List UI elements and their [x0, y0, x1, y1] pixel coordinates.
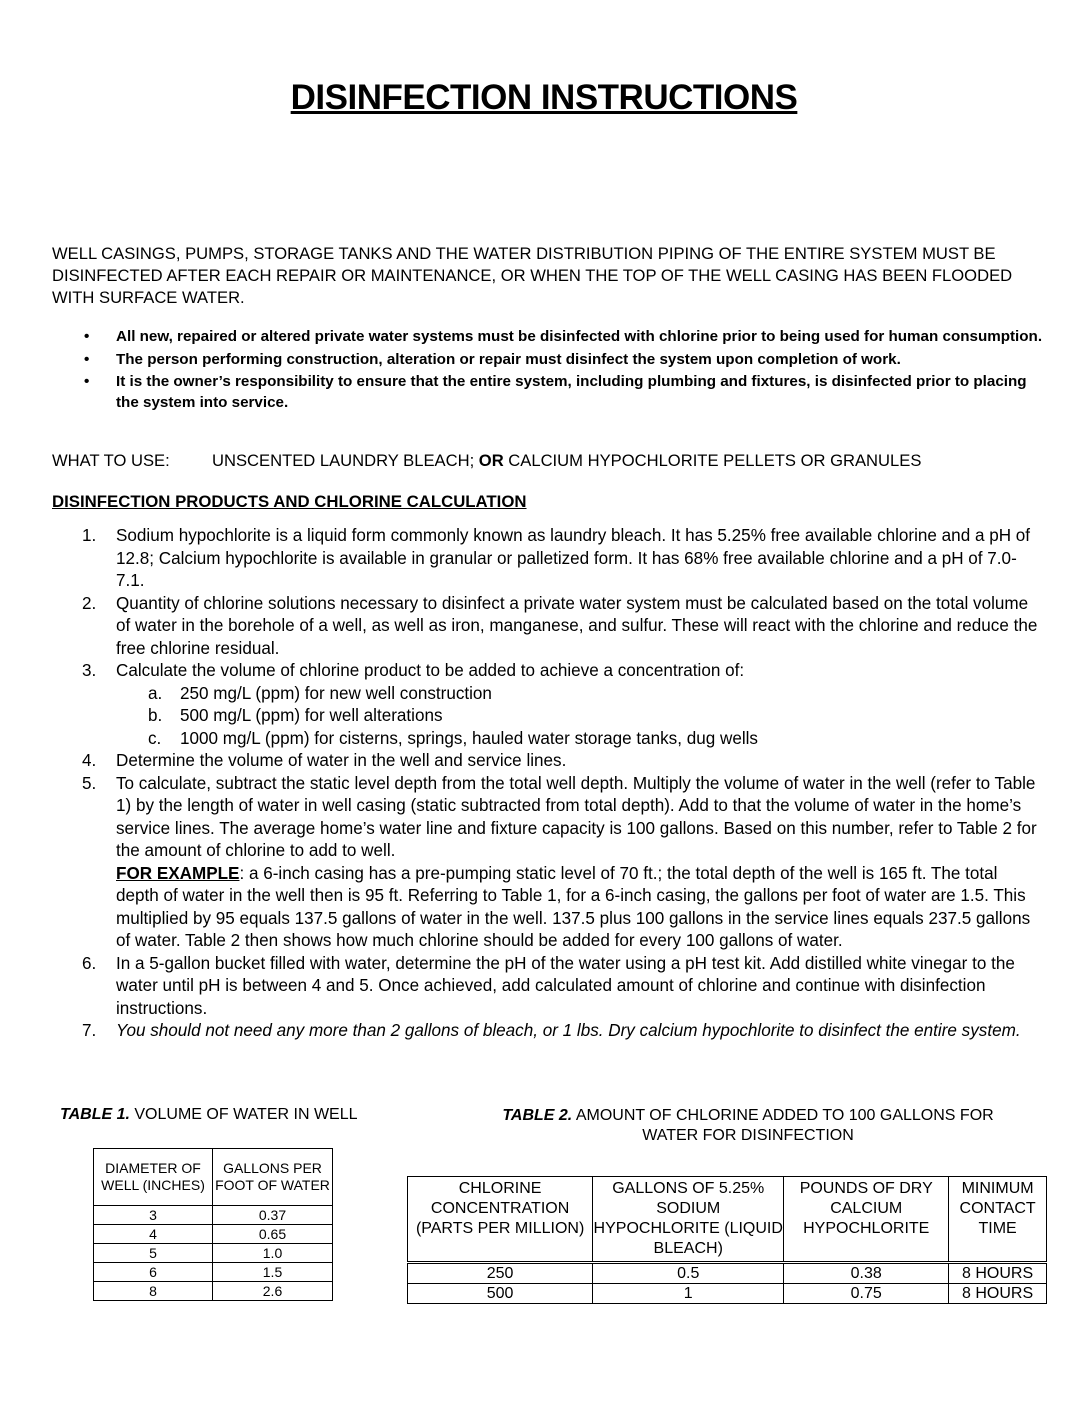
substep-text: 1000 mg/L (ppm) for cisterns, springs, hauled water storage tanks, dug wells	[180, 728, 758, 748]
substep-letter: a.	[148, 683, 163, 703]
step-text: Calculate the volume of chlorine product to be added to achieve a concentration of:	[116, 661, 745, 680]
substep-text: 250 mg/L (ppm) for new well construction	[180, 683, 492, 703]
step-number: 1.	[82, 526, 97, 545]
requirements-list	[78, 327, 1043, 415]
table-row	[408, 1284, 1047, 1304]
what-to-use-part1: UNSCENTED LAUNDRY BLEACH;	[212, 451, 479, 470]
page-title: DISINFECTION INSTRUCTIONS	[290, 78, 798, 117]
table-cell: 2.6	[213, 1282, 333, 1301]
substep-letter: c.	[148, 728, 162, 748]
table-row	[94, 1263, 333, 1282]
step-text: You should not need any more than 2 gallons of bleach, or 1 lbs. Dry calcium hypochlorite to disinfect the entire system.	[116, 1021, 1021, 1040]
step-number: 2.	[82, 593, 97, 613]
step-text: In a 5-gallon bucket filled with water, determine the pH of the water using a pH test kit. Add distilled white vinegar to the water until pH is between 4 and 5. Once achieved, add calculated amount of chlorine and continue with disinfection instructions.	[116, 953, 1015, 1018]
table-cell: 0.38	[784, 1263, 949, 1284]
bullet-text: It is the owner’s responsibility to ensure that the entire system, including plumbing and fixtures, is disinfected prior to placing the system into service.	[116, 373, 1027, 411]
bullet-icon: •	[84, 373, 90, 390]
list-item	[82, 525, 1042, 593]
table-cell: 8	[94, 1282, 213, 1301]
table-header-cell: GALLONS PER FOOT OF WATER	[213, 1149, 333, 1206]
step-number: 7.	[82, 1021, 97, 1040]
table-cell: 8 HOURS	[949, 1263, 1047, 1284]
bullet-icon: •	[84, 350, 90, 368]
list-item	[78, 327, 1043, 348]
step-number: 5.	[82, 773, 97, 793]
table-cell: 8 HOURS	[949, 1284, 1047, 1304]
list-item	[116, 728, 1042, 751]
list-item	[82, 1020, 1042, 1043]
list-item	[116, 705, 1042, 728]
table-cell: 4	[94, 1225, 213, 1244]
table-row	[408, 1263, 1047, 1284]
table-cell: 6	[94, 1263, 213, 1282]
table-cell: 1.5	[213, 1263, 333, 1282]
step-text: Quantity of chlorine solutions necessary to disinfect a private water system must be calculated based on the total volume of water in the borehole of a well, as well as iron, manganese, and sulfur. These will react with the chlorine and reduce the free chlorine residual.	[116, 593, 1038, 658]
table-row	[94, 1244, 333, 1263]
section-heading: DISINFECTION PRODUCTS AND CHLORINE CALCULATION	[52, 492, 527, 511]
list-item	[82, 660, 1042, 750]
table2-caption-text: AMOUNT OF CHLORINE ADDED TO 100 GALLONS FOR WATER FOR DISINFECTION	[572, 1107, 994, 1144]
what-to-use-label: WHAT TO USE:	[52, 451, 170, 470]
table-header-row	[94, 1149, 333, 1206]
table2-caption-label: TABLE 2.	[502, 1107, 573, 1124]
table-header-cell: POUNDS OF DRY CALCIUM HYPOCHLORITE	[784, 1177, 949, 1263]
table-cell: 250	[408, 1263, 593, 1284]
substep-letter: b.	[148, 706, 163, 725]
what-to-use-part2: CALCIUM HYPOCHLORITE PELLETS OR GRANULES	[503, 451, 922, 470]
table1-caption-label: TABLE 1.	[60, 1106, 130, 1123]
list-item	[78, 350, 1043, 371]
table-header-cell: DIAMETER OF WELL (INCHES)	[94, 1149, 213, 1206]
list-item	[116, 683, 1042, 706]
intro-paragraph: WELL CASINGS, PUMPS, STORAGE TANKS AND THE WATER DISTRIBUTION PIPING OF THE ENTIRE SYSTEM MUST BE DISINFECTED AFTER EACH REPAIR OR MAINTENANCE, OR WHEN THE TOP OF THE WELL CASING HAS BEEN FLOODED WITH SURFACE WATER.	[52, 244, 1013, 307]
table-cell: 0.5	[593, 1263, 784, 1284]
substep-text: 500 mg/L (ppm) for well alterations	[180, 706, 443, 725]
table-header-row	[408, 1177, 1047, 1263]
table-cell: 1	[593, 1284, 784, 1304]
step-number: 4.	[82, 751, 97, 770]
table-row	[94, 1282, 333, 1301]
concentration-sublist	[116, 683, 1042, 751]
what-to-use-or: OR	[478, 451, 504, 470]
step-text: Determine the volume of water in the well and service lines.	[116, 751, 567, 770]
table-cell: 0.37	[213, 1206, 333, 1225]
bullet-text: The person performing construction, alteration or repair must disinfect the system upon completion of work.	[116, 350, 901, 368]
steps-list	[82, 525, 1042, 1043]
table-header-cell: GALLONS OF 5.25% SODIUM HYPOCHLORITE (LIQUID BLEACH)	[593, 1177, 784, 1263]
table2-caption	[500, 1106, 996, 1146]
what-to-use-line	[52, 450, 921, 472]
bullet-icon: •	[84, 328, 90, 345]
table-header-cell: MINIMUM CONTACT TIME	[949, 1177, 1047, 1263]
table-cell: 500	[408, 1284, 593, 1304]
list-item	[78, 372, 1043, 413]
example-text: : a 6-inch casing has a pre-pumping static level of 70 ft.; the total depth of the well is 165 ft. The total depth of water in the well then is 95 ft. Referring to Table 1, for a 6-inch casing, the gallons per foot of water are 1.5. This multiplied by 95 equals 137.5 gallons of water in the well. 137.5 plus 100 gallons in the service lines equals 237.5 gallons of water. Table 2 then shows how much chlorine should be added for every 100 gallons of water.	[116, 863, 1031, 950]
table-cell: 0.75	[784, 1284, 949, 1304]
table1-caption-text: VOLUME OF WATER IN WELL	[129, 1106, 358, 1123]
step-number: 3.	[82, 661, 97, 680]
table-row	[94, 1206, 333, 1225]
table1-caption	[60, 1106, 358, 1124]
list-item	[82, 750, 1042, 773]
table-cell: 0.65	[213, 1225, 333, 1244]
list-item	[82, 773, 1042, 953]
step-text: To calculate, subtract the static level depth from the total well depth. Multiply the volume of water in the well (refer to Table 1) by the length of water in well casing (static subtracted from total depth). Add to that the volume of water in the home’s service lines. The average home’s water line and fixture capacity is 100 gallons. Based on this number, refer to Table 2 for the amount of chlorine to add to well.	[116, 773, 1037, 860]
table-cell: 1.0	[213, 1244, 333, 1263]
list-item	[82, 953, 1042, 1021]
example-label: FOR EXAMPLE	[116, 863, 240, 883]
table-cell: 5	[94, 1244, 213, 1263]
table-row	[94, 1225, 333, 1244]
step-number: 6.	[82, 953, 97, 973]
table1	[93, 1148, 333, 1301]
list-item	[82, 593, 1042, 661]
table-cell: 3	[94, 1206, 213, 1225]
step-text: Sodium hypochlorite is a liquid form commonly known as laundry bleach. It has 5.25% free available chlorine and a pH of 12.8; Calcium hypochlorite is available in granular or palletized form. It has 68% free available chlorine and a pH of 7.0-7.1.	[116, 526, 1031, 590]
table-header-cell: CHLORINE CONCENTRATION (PARTS PER MILLION)	[408, 1177, 593, 1263]
bullet-text: All new, repaired or altered private water systems must be disinfected with chlorine prior to being used for human consumption.	[116, 328, 1043, 345]
table2	[407, 1176, 1047, 1304]
